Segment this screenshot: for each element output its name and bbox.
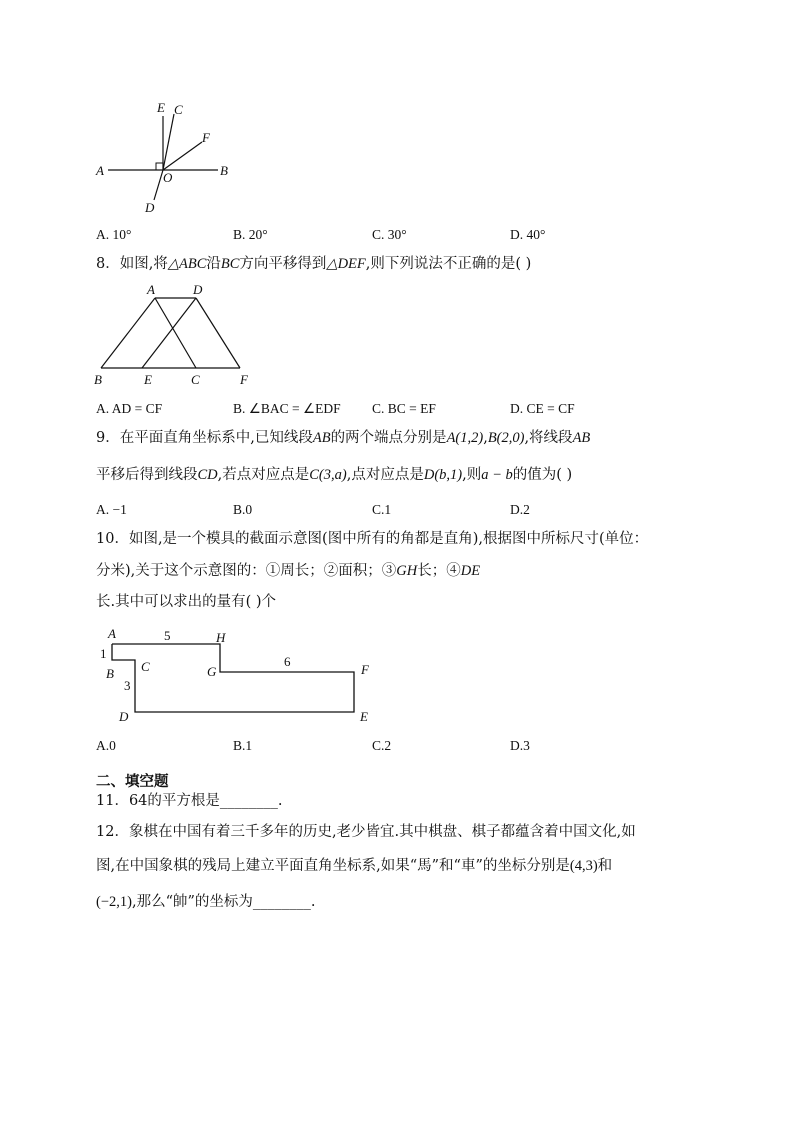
label-E: E bbox=[360, 709, 368, 724]
q8-option-b[interactable]: B. ∠BAC = ∠EDF bbox=[233, 401, 341, 416]
dim-ah: 5 bbox=[164, 628, 171, 643]
dim-ab: 1 bbox=[100, 646, 107, 661]
q9-option-b[interactable]: B.0 bbox=[233, 502, 253, 517]
label-D: D bbox=[193, 282, 203, 297]
q10-question-line2: 分米),关于这个示意图的：①周长；②面积；③GH长；④DE bbox=[96, 563, 481, 579]
q12-question-line3: (−2,1),那么“帥”的坐标为________. bbox=[96, 894, 316, 910]
q10-option-b[interactable]: B.1 bbox=[233, 738, 253, 753]
label-F: F bbox=[361, 662, 369, 677]
label-B: B bbox=[106, 666, 114, 681]
dim-bd: 3 bbox=[124, 678, 131, 693]
label-D: D bbox=[119, 709, 129, 724]
label-F: F bbox=[202, 130, 210, 145]
q8-option-d[interactable]: D. CE = CF bbox=[510, 401, 575, 416]
q9-option-a[interactable]: A. −1 bbox=[96, 502, 127, 517]
q9-option-c[interactable]: C.1 bbox=[372, 502, 392, 517]
label-A: A bbox=[147, 282, 155, 297]
q7-option-a[interactable]: A. 10° bbox=[96, 227, 132, 242]
label-O: O bbox=[163, 170, 173, 185]
q8-translation-figure bbox=[90, 280, 260, 390]
label-C: C bbox=[174, 102, 183, 117]
q9-option-d[interactable]: D.2 bbox=[510, 502, 530, 517]
q8-option-c[interactable]: C. BC = EF bbox=[372, 401, 436, 416]
q10-question-line1: 10．如图,是一个模具的截面示意图(图中所有的角都是直角),根据图中所标尺寸(单位： bbox=[96, 531, 649, 547]
q9-question-line2: 平移后得到线段CD,若点对应点是C(3,a),点对应点是D(b,1),则a − b的值为( ) bbox=[96, 467, 573, 483]
q7-option-c[interactable]: C. 30° bbox=[372, 227, 407, 242]
dim-gf: 6 bbox=[284, 654, 291, 669]
q7-option-d[interactable]: D. 40° bbox=[510, 227, 546, 242]
label-E: E bbox=[144, 372, 152, 387]
q12-question-line2: 图,在中国象棋的残局上建立平面直角坐标系,如果“馬”和“車”的坐标分别是(4,3)和 bbox=[96, 858, 613, 874]
label-D: D bbox=[145, 200, 155, 215]
label-C: C bbox=[191, 372, 200, 387]
q11-question: 11．64的平方根是________. bbox=[96, 793, 283, 809]
q8-option-a[interactable]: A. AD = CF bbox=[96, 401, 163, 416]
q10-option-d[interactable]: D.3 bbox=[510, 738, 530, 753]
q9-question-line1: 9．在平面直角坐标系中,已知线段AB的两个端点分别是A(1,2),B(2,0),将线段AB bbox=[96, 430, 591, 446]
q10-mold-figure bbox=[96, 624, 396, 729]
q8-question: 8．如图,将△ABC沿BC方向平移得到△DEF,则下列说法不正确的是( ) bbox=[96, 256, 532, 272]
q7-option-b[interactable]: B. 20° bbox=[233, 227, 268, 242]
q10-option-a[interactable]: A.0 bbox=[96, 738, 116, 753]
q12-question-line1: 12．象棋在中国有着三千多年的历史,老少皆宜.其中棋盘、棋子都蕴含着中国文化,如 bbox=[96, 824, 636, 840]
q10-option-c[interactable]: C.2 bbox=[372, 738, 392, 753]
section-title: 二、填空题 bbox=[96, 773, 169, 790]
label-B: B bbox=[94, 372, 102, 387]
q10-question-line3: 长.其中可以求出的量有( )个 bbox=[96, 594, 277, 610]
label-F: F bbox=[240, 372, 248, 387]
label-A: A bbox=[96, 163, 104, 178]
label-B: B bbox=[220, 163, 228, 178]
label-C: C bbox=[141, 659, 150, 674]
label-A: A bbox=[108, 626, 116, 641]
label-H: H bbox=[216, 630, 226, 645]
label-E: E bbox=[157, 100, 165, 115]
q7-angle-figure bbox=[90, 98, 250, 218]
label-G: G bbox=[207, 664, 217, 679]
